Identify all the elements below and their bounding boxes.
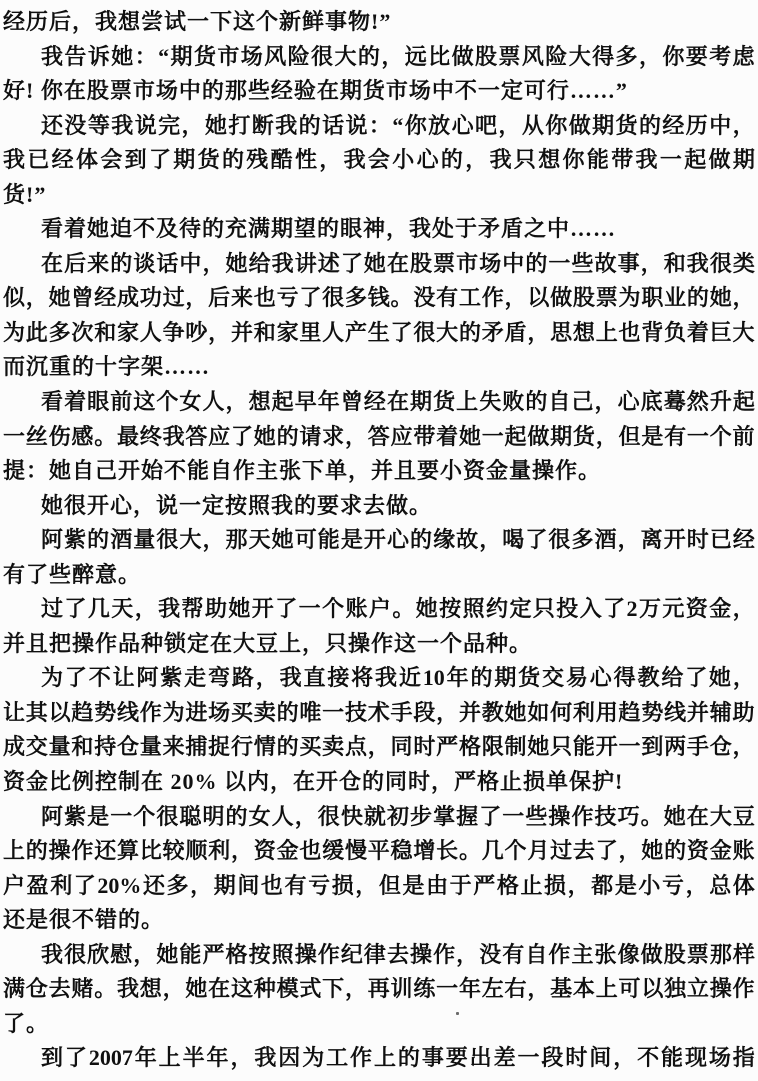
text-line: 了。 xyxy=(3,1010,50,1036)
paragraph xyxy=(3,661,755,799)
text-line: 好! 你在股票市场中的那些经验在期货市场中不一定可行……” xyxy=(3,78,628,104)
paragraph xyxy=(3,523,755,592)
text-line: 有了些醉意。 xyxy=(3,561,142,587)
paragraph xyxy=(3,592,755,661)
text-line: 阿 紫 的 酒 量 很 大 ， 那 天 她 可 能 是 开 心 的 缘 故 ， 喝 了 很 多 酒 ， 离 开 时 已 经 xyxy=(41,527,755,553)
text-line: 为 此 多 次 和 家 人 争 吵 ， 并 和 家 里 人 产 生 了 很 大 的 矛 盾 ， 思 想 上 也 背 负 着 巨 大 xyxy=(3,319,755,345)
text-line: 我 很 欣 慰 ， 她 能 严 格 按 照 操 作 纪 律 去 操 作 ， 没 有 自 作 主 张 像 做 股 票 那 样 xyxy=(41,941,755,967)
text-line: 看 着 眼 前 这 个 女 人 ， 想 起 早 年 曾 经 在 期 货 上 失 败 的 自 己 ， 心 底 蓦 然 升 起 xyxy=(41,389,755,415)
text-line: 似 ， 她 曾 经 成 功 过 ， 后 来 也 亏 了 很 多 钱 。 没 有 工 作 ， 以 做 股 票 为 职 业 的 她 ， xyxy=(3,285,755,311)
text-line: 到 了 2007 年 上 半 年 ， 我 因 为 工 作 上 的 事 要 出 差 一 段 时 间 ， 不 能 现 场 指 xyxy=(41,1045,755,1071)
paragraph xyxy=(3,40,755,109)
paragraph xyxy=(3,1041,755,1076)
text-line: 阿 紫 是 一 个 很 聪 明 的 女 人 ， 很 快 就 初 步 掌 握 了 一 些 操 作 技 巧 。 她 在 大 豆 xyxy=(41,803,755,829)
page-text-block xyxy=(3,5,755,1076)
text-line: 她很开心，说一定按照我的要求去做。 xyxy=(41,492,433,518)
text-line: 我 告 诉 她 ： “ 期 货 市 场 风 险 很 大 的 ， 远 比 做 股 票 风 险 大 得 多 ， 你 要 考 虑 xyxy=(41,43,755,69)
text-line: 户 盈 利 了 20% 还 多 ， 期 间 也 有 亏 损 ， 但 是 由 于 严 格 止 损 ， 都 是 小 亏 ， 总 体 xyxy=(3,872,755,898)
text-line: 在 后 来 的 谈 话 中 ， 她 给 我 讲 述 了 她 在 股 票 市 场 中 的 一 些 故 事 ， 和 我 很 类 xyxy=(41,250,755,276)
text-line: 资金比例控制在 20% 以内，在开仓的同时，严格止损单保护! xyxy=(3,769,624,795)
text-line: 还 没 等 我 说 完 ， 她 打 断 我 的 话 说 ： “ 你 放 心 吧 ， 从 你 做 期 货 的 经 历 中 ， xyxy=(41,112,755,138)
text-line: 还是很不错的。 xyxy=(3,907,165,933)
text-line: 为 了 不 让 阿 紫 走 弯 路 ， 我 直 接 将 我 近 10 年 的 期 货 交 易 心 得 教 给 了 她 ， xyxy=(41,665,755,691)
text-line: 看着她迫不及待的充满期望的眼神，我处于矛盾之中…… xyxy=(41,216,617,242)
text-line: 并且把操作品种锁定在大豆上，只操作这一个品种。 xyxy=(3,630,533,656)
text-line: 上 的 操 作 还 算 比 较 顺 利 ， 资 金 也 缓 慢 平 稳 增 长 。 几 个 月 过 去 了 ， 她 的 资 金 账 xyxy=(3,838,755,864)
text-line: 让 其 以 趋 势 线 作 为 进 场 买 卖 的 唯 一 技 术 手 段 ， 并 教 她 如 何 利 用 趋 势 线 并 辅 助 xyxy=(3,699,755,725)
text-line: 我 已 经 体 会 到 了 期 货 的 残 酷 性 ， 我 会 小 心 的 ， 我 只 想 你 能 带 我 一 起 做 期 xyxy=(3,147,755,173)
paragraph xyxy=(3,5,755,40)
scan-speck xyxy=(456,1012,459,1015)
paragraph xyxy=(3,800,755,938)
paragraph xyxy=(3,212,755,247)
paragraph xyxy=(3,109,755,213)
paragraph xyxy=(3,938,755,1042)
text-line: 而沉重的十字架…… xyxy=(3,354,211,380)
paragraph xyxy=(3,489,755,524)
text-line: 货!” xyxy=(3,181,47,207)
text-line: 过 了 几 天 ， 我 帮 助 她 开 了 一 个 账 户 。 她 按 照 约 定 只 投 入 了 2 万 元 资 金 ， xyxy=(41,596,755,622)
text-line: 提：她自己开始不能自作主张下单，并且要小资金量操作。 xyxy=(3,458,602,484)
text-line: 一 丝 伤 感 。 最 终 我 答 应 了 她 的 请 求 ， 答 应 带 着 她 一 起 做 期 货 ， 但 是 有 一 个 前 xyxy=(3,423,755,449)
text-line: 经历后，我想尝试一下这个新鲜事物!” xyxy=(3,9,392,34)
paragraph xyxy=(3,247,755,385)
paragraph xyxy=(3,385,755,489)
text-line: 满 仓 去 赌 。 我 想 ， 她 在 这 种 模 式 下 ， 再 训 练 一 年 左 右 ， 基 本 上 可 以 独 立 操 作 xyxy=(3,976,755,1002)
text-line: 成 交 量 和 持 仓 量 来 捕 捉 行 情 的 买 卖 点 ， 同 时 严 格 限 制 她 只 能 开 一 到 两 手 仓 ， xyxy=(3,734,755,760)
